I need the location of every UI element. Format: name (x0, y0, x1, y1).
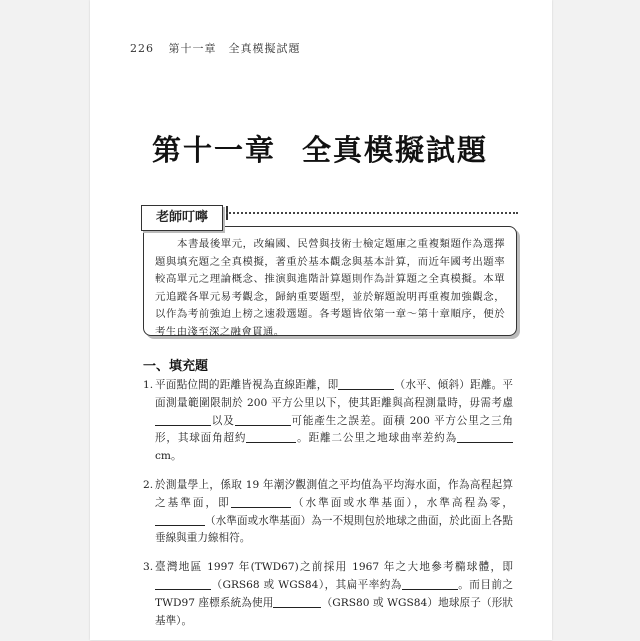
running-head (130, 40, 301, 56)
question-text: 。距離二公里之地球曲率差約為 (296, 432, 458, 445)
question-text: 於測量學上，係取 19 年潮汐觀測值之平均值為平均海水面，作為高程起算之基準面，即 (155, 478, 513, 509)
chapter-name: 全真模擬試題 (302, 133, 489, 167)
question-text: 。而目前之 TWD97 座標系統為使用 (155, 578, 514, 609)
answer-blank[interactable] (246, 430, 296, 443)
question-text: cm。 (155, 450, 182, 463)
question-number: 1. (143, 379, 154, 391)
question-2 (143, 477, 513, 548)
note-label: 老師叮嚀 (141, 205, 223, 231)
note-text: 本書最後單元，改編國、民營與技術士檢定題庫之重複類題作為選擇題與填充題之全真模擬，著重於基本觀念與基本計算，而近年國考出題率較高單元之理論概念、推演與進階計算題則作為計算題之全真模擬。本單元追蹤各單元易考觀念，歸納重要題型，並於解題說明再重複加強觀念，以作為考前強迫上榜之速殺選題。各考題皆依第一章～第十章順序，便於考生由淺至深之融會貫通。 (155, 238, 505, 338)
note-dotted-line (226, 212, 518, 214)
question-text: 平面點位間的距離皆視為直線距離，即 (155, 379, 339, 391)
question-1 (143, 377, 513, 466)
answer-blank[interactable] (402, 577, 458, 590)
answer-blank[interactable] (155, 413, 211, 426)
question-text: 以及 (211, 414, 235, 427)
chapter-number: 第十一章 (151, 133, 276, 167)
question-text: （水平、傾斜）距離。平面測量範圍限制於 200 平方公里以下，使其距離與高程測量時，毋需考慮 (155, 379, 514, 409)
section-title: 一、填充題 (143, 359, 209, 374)
question-text: （GRS80 或 WGS84）地球原子（形狀基準）。 (155, 596, 514, 627)
question-3 (143, 559, 513, 630)
question-text: （GRS68 或 WGS84），其扁平率約為 (211, 578, 402, 591)
answer-blank[interactable] (235, 413, 291, 426)
question-text: 可能產生之誤差。面積 200 平方公里之三角形，其球面角超約 (155, 414, 513, 445)
answer-blank[interactable] (155, 513, 205, 526)
answer-blank[interactable] (155, 577, 211, 590)
answer-blank[interactable] (231, 495, 291, 508)
question-text: （水準面或水準基面），水準高程為零， (290, 496, 513, 509)
page-number: 226 (130, 42, 154, 55)
question-list (143, 377, 513, 641)
answer-blank[interactable] (338, 377, 394, 390)
chapter-title (0, 128, 640, 169)
answer-blank[interactable] (273, 595, 321, 608)
question-text: （水準面或水準基面）為一不規則包於地球之曲面，於此面上各點垂線與重力線相符。 (155, 514, 513, 545)
question-text: 臺灣地區 1997 年(TWD67)之前採用 1967 年之大地參考橢球體，即 (155, 561, 513, 574)
running-title: 第十一章 全真模擬試題 (168, 42, 301, 55)
question-number: 2. (143, 478, 154, 491)
question-number: 3. (143, 561, 154, 574)
answer-blank[interactable] (457, 430, 513, 443)
